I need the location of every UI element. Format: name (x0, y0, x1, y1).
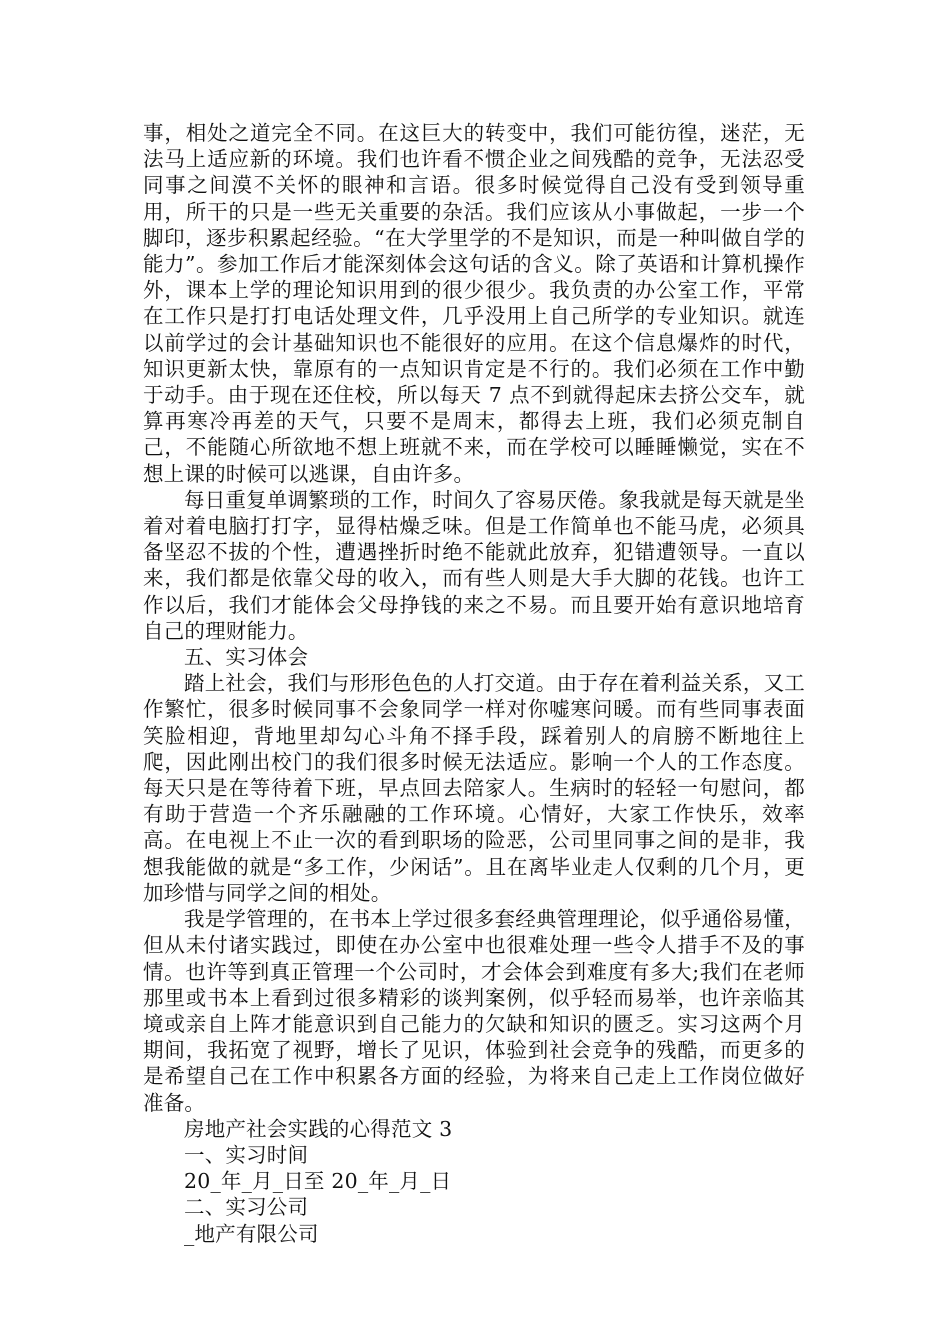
section-heading-internship-reflection: 五、实习体会 (184, 645, 309, 670)
company-name: _地产有限公司 (184, 1221, 319, 1246)
essay-title-sample-3: 房地产社会实践的心得范文 3 (184, 1116, 453, 1141)
paragraph-social-relations: 踏上社会，我们与形形色色的人打交道。由于存在着利益关系，又工作繁忙，很多时候同事不会象同学一样对你嘘寒问暖。而有些同事表面笑脸相迎，背地里却勾心斗角不择手段，踩着别人的肩膀不断地往上爬，因此刚出校门的我们很多时候无法适应。影响一个人的工作态度。每天只是在等待着下班，早点回去陪家人。生病时的轻轻一句慰问，都有助于营造一个齐乐融融的工作环境。心情好，大家工作快乐，效率高。在电视上不止一次的看到职场的险恶，公司里同事之间的是非，我想我能做的就是“多工作，少闲话”。且在离毕业走人仅剩的几个月，更加珍惜与同学之间的相处。 (143, 671, 805, 905)
document-body (143, 120, 805, 1247)
section-heading-internship-company: 二、实习公司 (184, 1195, 309, 1220)
paragraph-routine-work: 每日重复单调繁琐的工作，时间久了容易厌倦。象我就是每天就是坐着对着电脑打打字，显得枯燥乏味。但是工作简单也不能马虎，必须具备坚忍不拔的个性，遭遇挫折时绝不能就此放弃，犯错遭领导。一直以来，我们都是依靠父母的收入，而有些人则是大手大脚的花钱。也许工作以后，我们才能体会父母挣钱的来之不易。而且要开始有意识地培育自己的理财能力。 (143, 487, 805, 643)
paragraph-continuation: 事，相处之道完全不同。在这巨大的转变中，我们可能彷徨，迷茫，无法马上适应新的环境。我们也许看不惯企业之间残酷的竞争，无法忍受同事之间漠不关怀的眼神和言语。很多时候觉得自己没有受到领导重用，所干的只是一些无关重要的杂活。我们应该从小事做起，一步一个脚印，逐步积累起经验。“在大学里学的不是知识，而是一种叫做自学的能力”。参加工作后才能深刻体会这句话的含义。除了英语和计算机操作外，课本上学的理论知识用到的很少很少。我负责的办公室工作，平常在工作只是打打电话处理文件，几乎没用上自己所学的专业知识。就连以前学过的会计基础知识也不能很好的应用。在这个信息爆炸的时代，知识更新太快，靠原有的一点知识肯定是不行的。我们必须在工作中勤于动手。由于现在还住校，所以每天 7 点不到就得起床去挤公交车，就算再寒冷再差的天气，只要不是周末，都得去上班，我们必须克制自己，不能随心所欲地不想上班就不来，而在学校可以睡睡懒觉，实在不想上课的时候可以逃课，自由许多。 (143, 121, 805, 486)
internship-date-range: 20_年_月_日至 20_年_月_日 (184, 1169, 452, 1194)
section-heading-internship-time: 一、实习时间 (184, 1142, 309, 1167)
paragraph-management-study: 我是学管理的，在书本上学过很多套经典管理理论，似乎通俗易懂，但从未付诸实践过，即使在办公室中也很难处理一些令人措手不及的事情。也许等到真正管理一个公司时，才会体会到难度有多大;我们在老师那里或书本上看到过很多精彩的谈判案例，似乎轻而易举，也许亲临其境或亲自上阵才能意识到自己能力的欠缺和知识的匮乏。实习这两个月期间，我拓宽了视野，增长了见识，体验到社会竞争的残酷，而更多的是希望自己在工作中积累各方面的经验，为将来自己走上工作岗位做好准备。 (143, 907, 805, 1115)
